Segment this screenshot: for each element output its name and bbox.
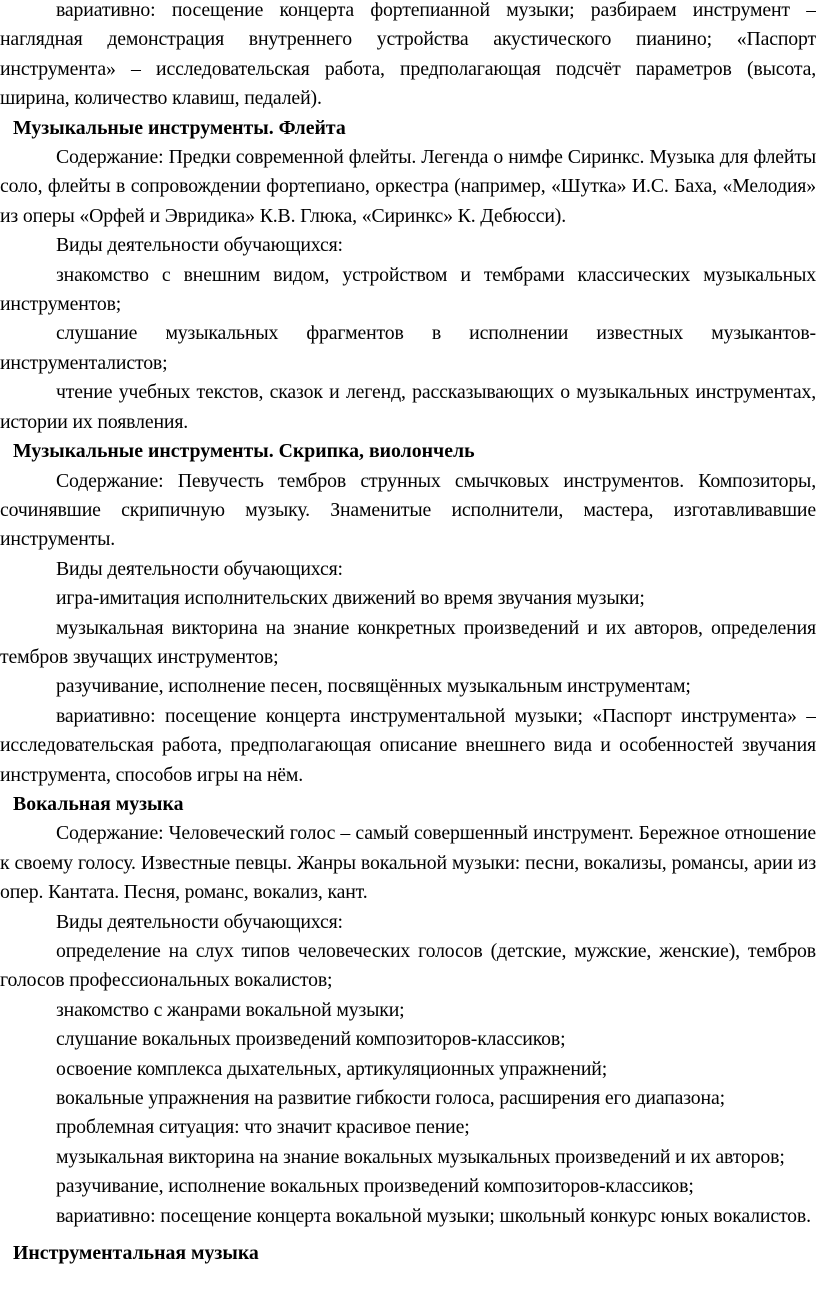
- paragraph-activity-item: вариативно: посещение концерта вокальной музыки; школьный конкурс юных вокалистов.: [56, 1204, 811, 1227]
- paragraph-flute-content: Содержание: Предки современной флейты. Легенда о нимфе Сиринкс. Музыка для флейты соло, флейты в сопровождении фортепиано, оркестра (например, «Шутка» И.С. Баха, «Мелодия» из оперы «Орфей и Эвридика» К.В. Глюка, «Сиринкс» К. Дебюсси).: [0, 146, 816, 227]
- heading-flute: Музыкальные инструменты. Флейта: [13, 116, 346, 139]
- heading-vocal-music: Вокальная музыка: [13, 792, 184, 815]
- paragraph-violin-content: Содержание: Певучесть тембров струнных смычковых инструментов. Композиторы, сочинявшие скрипичную музыку. Знаменитые исполнители, мастера, изготавливавшие инструменты.: [0, 469, 816, 551]
- paragraph-activity-item: слушание вокальных произведений композиторов-классиков;: [56, 1028, 566, 1051]
- paragraph-activity-item: разучивание, исполнение вокальных произведений композиторов-классиков;: [56, 1175, 694, 1198]
- paragraph-activity-item: разучивание, исполнение песен, посвящённых музыкальным инструментам;: [56, 675, 691, 698]
- paragraph-activity-item: знакомство с внешним видом, устройством и тембрами классических музыкальных инструментов;: [0, 263, 816, 316]
- paragraph-piano-variative: вариативно: посещение концерта фортепианной музыки; разбираем инструмент – наглядная демонстрация внутреннего устройства акустического пианино; «Паспорт инструмента» – исследовательская работа, предполагающая подсчёт параметров (высота, ширина, количество клавиш, педалей).: [0, 0, 816, 110]
- paragraph-activity-item: вариативно: посещение концерта инструментальной музыки; «Паспорт инструмента» – исследовательская работа, предполагающая описание внешнего вида и особенностей звучания инструмента, способов игры на нём.: [0, 704, 816, 786]
- paragraph-activity-item: проблемная ситуация: что значит красивое пение;: [56, 1116, 470, 1139]
- paragraph-activities-label: Виды деятельности обучающихся:: [56, 910, 343, 933]
- paragraph-activity-item: слушание музыкальных фрагментов в исполнении известных музыкантов-инструменталистов;: [0, 322, 816, 374]
- paragraph-activity-item: определение на слух типов человеческих голосов (детские, мужские, женские), тембров голосов профессиональных вокалистов;: [0, 940, 816, 992]
- paragraph-activity-item: вокальные упражнения на развитие гибкости голоса, расширения его диапазона;: [56, 1087, 725, 1110]
- paragraph-activities-label: Виды деятельности обучающихся:: [56, 234, 343, 257]
- paragraph-activity-item: музыкальная викторина на знание вокальных музыкальных произведений и их авторов;: [56, 1145, 785, 1168]
- heading-instrumental-music: Инструментальная музыка: [13, 1242, 259, 1265]
- paragraph-activity-item: освоение комплекса дыхательных, артикуляционных упражнений;: [56, 1057, 608, 1080]
- paragraph-activity-item: знакомство с жанрами вокальной музыки;: [56, 998, 405, 1021]
- paragraph-activity-item: чтение учебных текстов, сказок и легенд, рассказывающих о музыкальных инструментах, истории их появления.: [0, 381, 816, 433]
- paragraph-vocal-content: Содержание: Человеческий голос – самый совершенный инструмент. Бережное отношение к своему голосу. Известные певцы. Жанры вокальной музыки: песни, вокализы, романсы, арии из опер. Кантата. Песня, романс, вокализ, кант.: [0, 822, 816, 904]
- paragraph-activity-item: музыкальная викторина на знание конкретных произведений и их авторов, определения тембров звучащих инструментов;: [0, 616, 816, 668]
- paragraph-activities-label: Виды деятельности обучающихся:: [56, 557, 343, 580]
- heading-violin-cello: Музыкальные инструменты. Скрипка, виолончель: [13, 440, 475, 463]
- paragraph-activity-item: игра-имитация исполнительских движений во время звучания музыки;: [56, 587, 645, 610]
